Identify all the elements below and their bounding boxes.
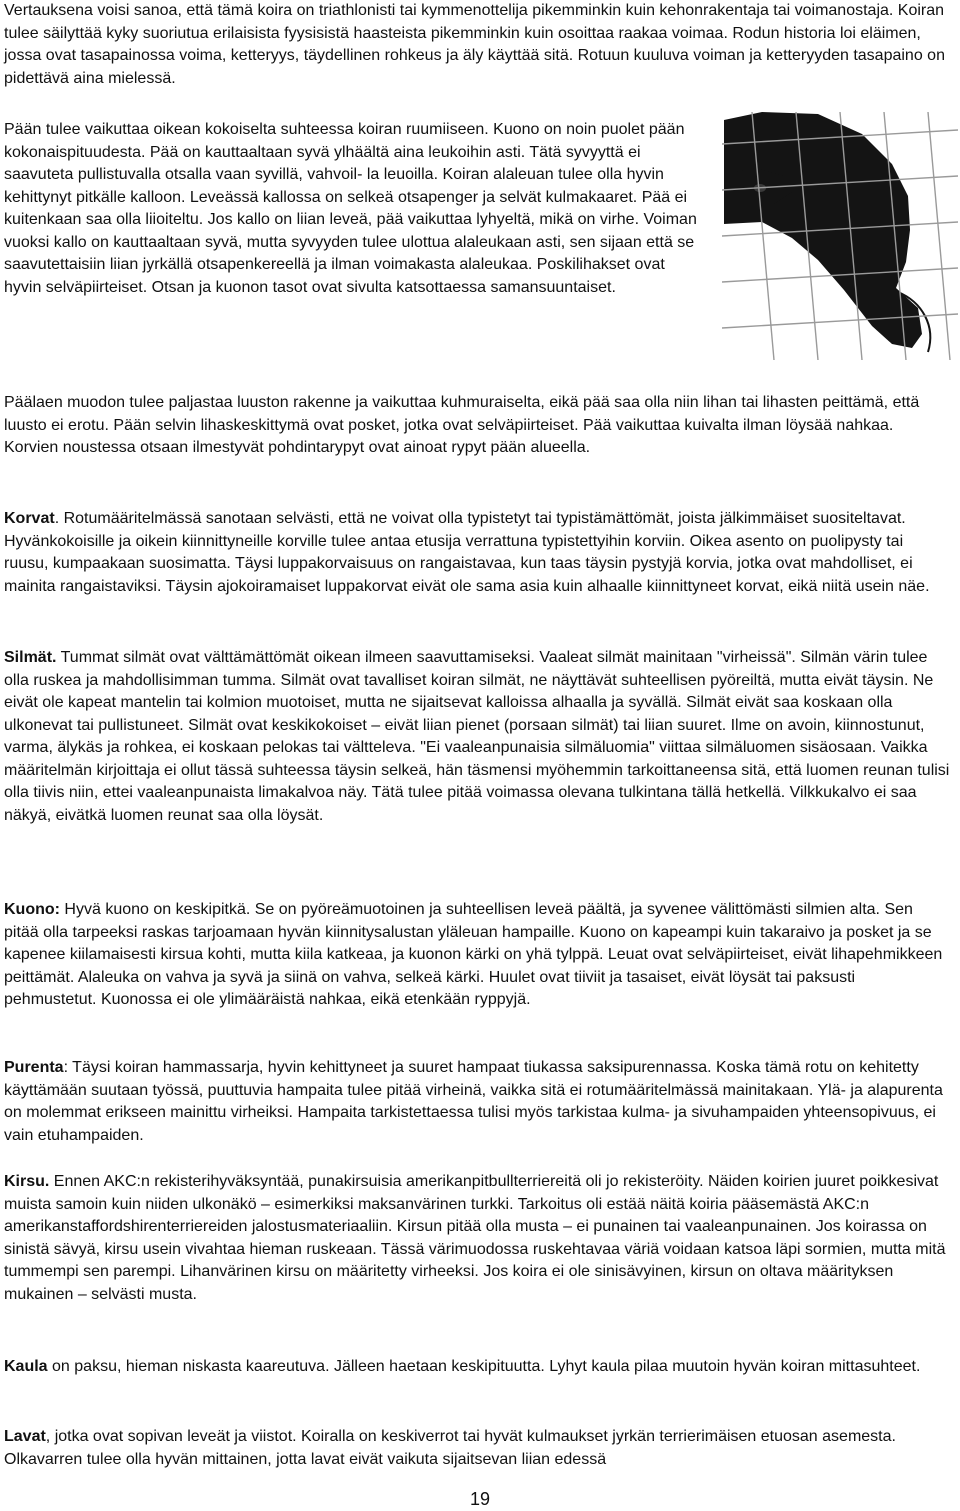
muzzle-paragraph bbox=[4, 899, 952, 1012]
bite-heading: Purenta bbox=[4, 1059, 64, 1076]
ears-paragraph bbox=[4, 508, 952, 598]
eyes-text: Tummat silmät ovat välttämättömät oikean ilmeen saavuttamiseksi. Vaaleat silmät mainitaan "virheissä". Silmän värin tulee olla ruskea ja mahdollisimman tumma. Silmät ovat tavalliset koiran silmät, ne näyttävät suhteellisen pyöreiltä, mutta eivät täysin. Ne eivät ole kapeat mantelin tai kolmion muotoiset, mutta ne sijaitsevat kalloissa alhaalla ja syvällä. Silmät eivät saa koskaan olla ulkonevat tai pullistuneet. Silmät ovat keskikokoiset – eivät liian pienet (porsaan silmät) tai liian suuret. Ilme on avoin, kiinnostunut, varma, älykäs ja rohkea, ei koskaan pelokas tai vältteleva. "Ei vaaleanpunaisia silmäluomia" viittaa silmäluomen sisäosaan. Vaikka määritelmän kirjoittaja ei ollut tässä suhteessa täysin selkeä, hän täsmensi myöhemmin tarkoittaneensa sitä, että luomen reunan tulisi olla tiivis niin, ettei vaaleanpunaista limakalvoa näy. Tätä tulee pitää voimassa olevana tulkintana tällä hetkellä. Vilkkukalvo ei saa näkyä, eivätkä luomen reunat saa olla löysät. bbox=[4, 649, 950, 824]
nose-heading: Kirsu. bbox=[4, 1173, 50, 1190]
shoulders-heading: Lavat bbox=[4, 1428, 46, 1445]
neck-heading: Kaula bbox=[4, 1358, 48, 1375]
skull-paragraph: Päälaen muodon tulee paljastaa luuston rakenne ja vaikuttaa kuhmuraiselta, eikä pää saa olla niin lihan tai lihasten peittämä, että luusto ei erotu. Pään selvin lihaskeskittymä ovat posket, jotka ovat selväpiirteiset. Pää vaikuttaa kuivalta ilman löysää nahkaa. Korvien noustessa otsaan ilmestyvät pohdintarypyt ovat ainoat rypyt pään alueella. bbox=[4, 394, 920, 456]
page-number: 19 bbox=[469, 1489, 491, 1509]
eyes-paragraph bbox=[4, 647, 952, 827]
muzzle-text: Hyvä kuono on keskipitkä. Se on pyöreämuotoinen ja suhteellisen leveä päältä, ja syvenee välittömästi silmien alta. Sen pitää olla tarpeeksi raskas tarjoamaan hyvän kiinnitysalustan yläleuan hampaille. Kuono on kapeampi kuin takaraivo ja posket ja se kapenee kiilamaisesti kirsua kohti, mutta kiila katkeaa, ja kuonon kärki on yhä tylppä. Leuat ovat selväpiirteiset, eivät lihapehmikkeen peittämät. Alaleuka on vahva ja syvä ja siinä on vahva, selkeä kärki. Huulet ovat tiiviit ja tasaiset, eivät löysät tai paksusti pehmustetut. Kuonossa ei ole ylimääräistä nahkaa, eikä etenkään ryppyjä. bbox=[4, 901, 943, 1008]
head-paragraph: Pään tulee vaikuttaa oikean kokoiselta suhteessa koiran ruumiiseen. Kuono on noin puolet pään kokonaispituudesta. Pää on kauttaaltaan syvä ylhäältä aina leukoihin asti. Tätä syvyyttä ei saavuteta pullistuvalla otsalla vaan syvillä, vahvoil- la leuoilla. Koiran alaleuan tulee olla hyvin kehittynyt pitkälle kalloon. Leveässä kallossa on selkeä otsapenger ja selvät kulmakaaret. Pää ei kuitenkaan saa olla liioiteltu. Jos kallo on liian leveä, pää vaikuttaa lyhyeltä, mikä on virhe. Voiman vuoksi kallo on kauttaaltaan syvä, mutta syvyyden tulee ulottua alaleukaan asti, sen sijaan että se saavutettaisiin liian jyrkällä otsapenkereellä ja ilman voimakasta alaleukaa. Poskilihakset ovat hyvin selväpiirteiset. Otsan ja kuonon tasot ovat sivulta katsottaessa samansuuntaiset. bbox=[4, 121, 697, 296]
bite-paragraph bbox=[4, 1057, 952, 1147]
muzzle-heading: Kuono: bbox=[4, 901, 60, 918]
ears-heading: Korvat bbox=[4, 510, 55, 527]
bite-text: : Täysi koiran hammassarja, hyvin kehittyneet ja suuret hampaat tiukassa saksipurennassa. Koska tämä rotu on kehitetty käyttämään suutaan työssä, puuttuvia hampaita tulee pitää virheinä, vaikka sitä ei rotumääritelmässä mainitakaan. Ylä- ja alapurenta on molemmat erikseen mainittu virheiksi. Hampaita tarkistettaessa tulisi myös tarkistaa kulma- ja sivuhampaiden yhteensopivuus, ei vain etuhampaiden. bbox=[4, 1059, 943, 1144]
shoulders-text: , jotka ovat sopivan leveät ja viistot. Koiralla on keskiverrot tai hyvät kulmaukset jyrkän terrierimäisen etuosan asemesta. Olkavarren tulee olla hyvän mittainen, jotta lavat eivät vaikuta sijaitsevan liian edessä bbox=[4, 1428, 896, 1468]
eyes-heading: Silmät. bbox=[4, 649, 57, 666]
shoulders-paragraph bbox=[4, 1426, 952, 1471]
ears-text: . Rotumääritelmässä sanotaan selvästi, että ne voivat olla typistetyt tai typistämättömät, joista jälkimmäiset suositeltavat. Hyvänkokoisille ja oikein kiinnittyneille korville tulee antaa etusija verrattuna typistettyihin korviin. Oikea asento on puolipysty tai ruusu, kumpaakaan suosimatta. Täysi luppakorvaisuus on rangaistavaa, kun taas täysin pystyjä korvia, jotka ovat mahdolliset, ei mainita rangaistaviksi. Täysin ajokoiramaiset luppakorvat eivät ole sama asia kuin alhaalle kiinnittyneet korvat, eikä niitä usein näe. bbox=[4, 510, 930, 595]
dog-head-drawing bbox=[722, 112, 958, 360]
neck-text: on paksu, hieman niskasta kaareutuva. Jälleen haetaan keskipituutta. Lyhyt kaula pilaa muutoin hyvän koiran mittasuhteet. bbox=[47, 1358, 921, 1375]
nose-text: Ennen AKC:n rekisterihyväksyntää, punakirsuisia amerikanpitbullterriereitä oli jo rekisteröity. Näiden koirien juuret poikkesivat muista samoin kuin niiden ulkonäkö – esimerkiksi maksanvärinen turkki. Tarkoitus oli estää näitä koiria pääsemästä AKC:n amerikanstaffordshirenterriereiden jalostusmateriaaliin. Kirsun pitää olla musta – ei punainen tai vaaleanpunainen. Jos koirassa on sinistä sävyä, kirsu usein vivahtaa hieman ruskeaan. Tässä värimuodossa ruskehtavaa väriä voidaan katsoa läpi sormien, mutta mitä tummempi sen parempi. Lihanvärinen kirsu on määritetty virheeksi. Jos koira ei ole sinisävyinen, kirsun on oltava määrityksen mukainen – selvästi musta. bbox=[4, 1173, 946, 1303]
nose-paragraph bbox=[4, 1171, 952, 1306]
neck-paragraph bbox=[4, 1356, 952, 1379]
intro-paragraph: Vertauksena voisi sanoa, että tämä koira on triathlonisti tai kymmenottelija pikemminkin kuin kehonrakentaja tai voimanostaja. Koiran tulee säilyttää kyky suoriutua erilaisista fyysisistä haasteista pikemminkin kuin osoittaa raakaa voimaa. Rodun historia loi eläimen, jossa ovat tasapainossa voima, ketteryys, täydellinen rohkeus ja äly käyttää sitä. Rotuun kuuluva voiman ja ketteryyden tasapaino on pidettävä aina mielessä. bbox=[4, 2, 945, 87]
dog-head-illustration bbox=[722, 112, 958, 360]
